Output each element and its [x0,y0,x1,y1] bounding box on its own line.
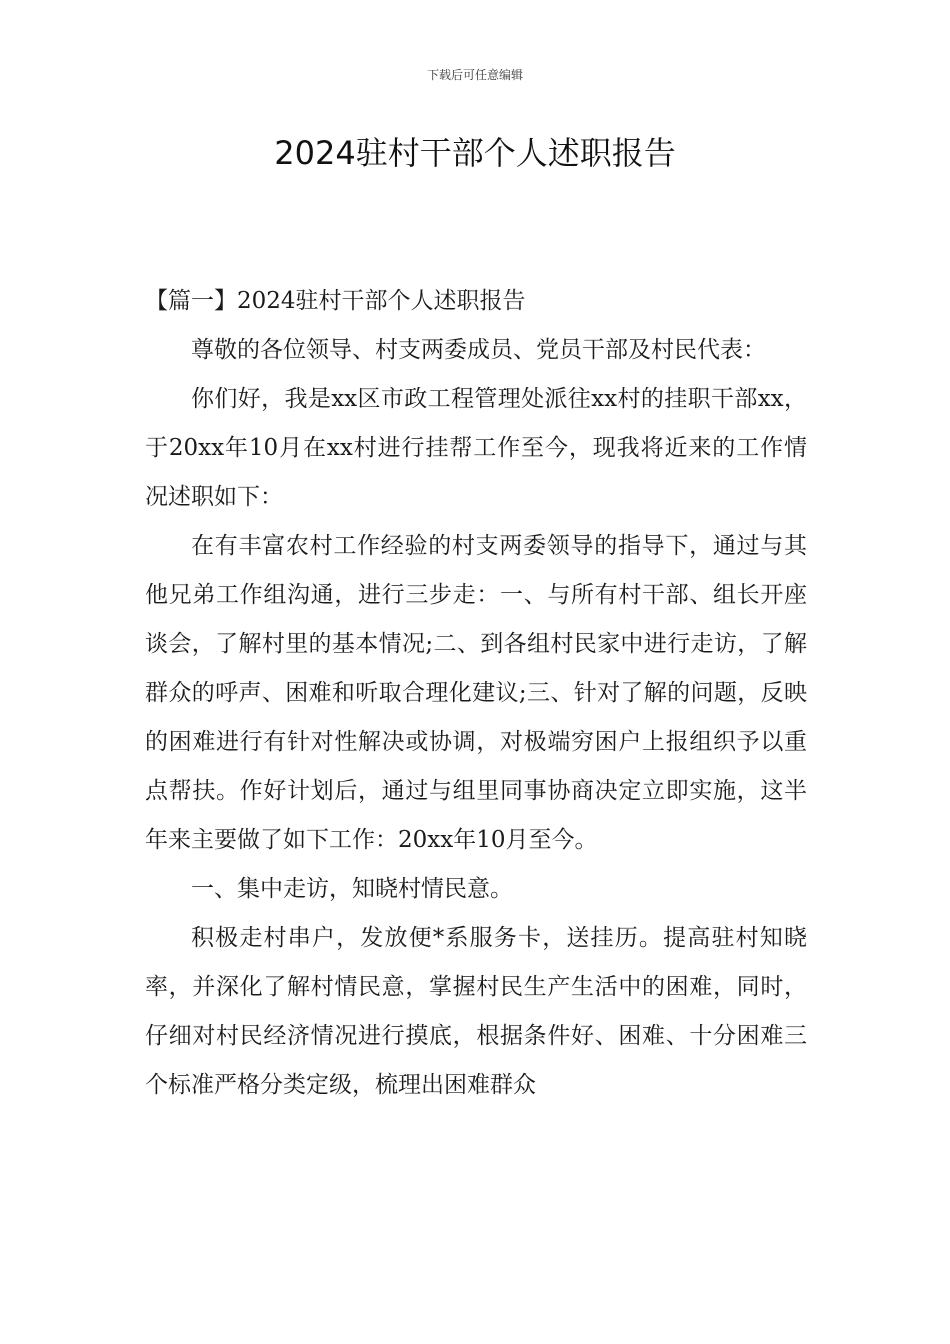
paragraph-greeting: 尊敬的各位领导、村支两委成员、党员干部及村民代表： [191,337,766,363]
document-title: 2024驻村干部个人述职报告 [274,134,676,172]
header-note: 下载后可任意编辑 [426,68,523,82]
paragraph-visits-detail: 积极走村串户，发放便*系服务卡，送挂历。提高驻村知晓率，并深化了解村情民意，掌握村民生产生活中的困难，同时，仔细对村民经济情况进行摸底，根据条件好、困难、十分困难三个标准严格分类定级，梳理出困难群众 [145,925,807,1098]
paragraph-introduction: 你们好，我是xx区市政工程管理处派往xx村的挂职干部xx，于20xx年10月在xx村进行挂帮工作至今，现我将近来的工作情况述职如下： [145,386,807,510]
paragraph-subheading-visits: 一、集中走访，知晓村情民意。 [191,876,513,902]
section-heading: 【篇一】2024驻村干部个人述职报告 [145,288,526,314]
paragraph-work-plan: 在有丰富农村工作经验的村支两委领导的指导下，通过与其他兄弟工作组沟通，进行三步走：一、与所有村干部、组长开座谈会，了解村里的基本情况;二、到各组村民家中进行走访，了解群众的呼声、困难和听取合理化建议;三、针对了解的问题，反映的困难进行有针对性解决或协调，对极端穷困户上报组织予以重点帮扶。作好计划后，通过与组里同事协商决定立即实施，这半年来主要做了如下工作：20xx年10月至今。 [145,533,807,853]
document-body [145,277,807,1110]
